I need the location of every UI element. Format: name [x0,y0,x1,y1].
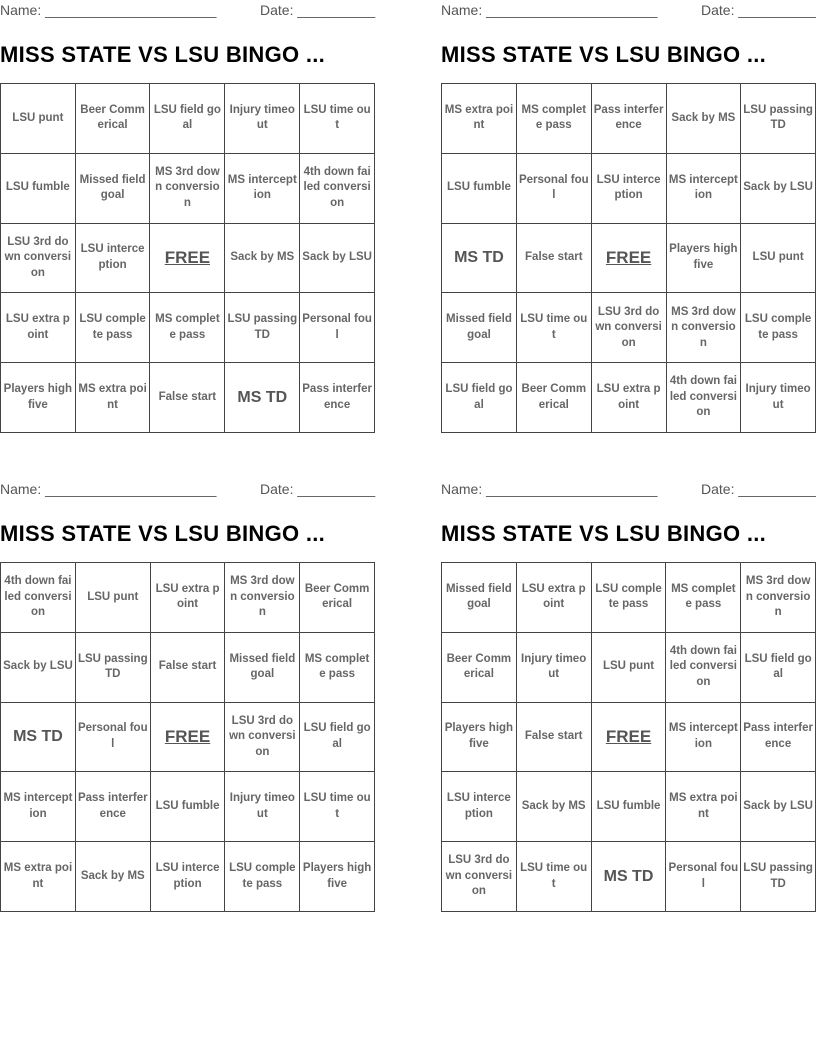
bingo-cell: MS complete pass [666,563,741,633]
name-field: Name: ______________________ [0,2,217,18]
bingo-cell: Players high five [666,223,741,293]
bingo-cell: MS extra point [442,84,517,154]
bingo-grid [441,562,816,912]
bingo-cell: Injury timeout [225,84,300,154]
grid-row [442,153,816,223]
bingo-cell: Missed field goal [75,153,150,223]
bingo-cell: LSU extra point [516,563,591,633]
bingo-cell: LSU time out [300,772,375,842]
bingo-cell: MS interception [666,702,741,772]
bingo-cell: MS extra point [75,363,150,433]
bingo-cell: Sack by MS [75,842,150,912]
grid-row [1,632,375,702]
grid-row [1,293,375,363]
bingo-cell: LSU interception [75,223,150,293]
bingo-cell: LSU 3rd down conversion [225,702,300,772]
bingo-cell: Pass interference [75,772,150,842]
bingo-cell: Personal foul [516,153,591,223]
grid-row [1,842,375,912]
bingo-cell: 4th down failed conversion [666,632,741,702]
bingo-cell: Beer Commerical [516,363,591,433]
name-field: Name: ______________________ [441,481,658,497]
card-title: MISS STATE VS LSU BINGO ... [0,521,326,546]
grid-row [442,842,816,912]
bingo-cell: MS extra point [1,842,76,912]
bingo-cell: Sack by LSU [1,632,76,702]
date-field: Date: __________ [701,481,816,497]
bingo-cell: LSU punt [1,84,76,154]
bingo-cell: MS complete pass [516,84,591,154]
bingo-cell: MS interception [1,772,76,842]
bingo-cell: LSU interception [150,842,225,912]
bingo-cell: Beer Commerical [75,84,150,154]
bingo-cell: Personal foul [300,293,375,363]
bingo-cell: LSU interception [442,772,517,842]
grid-row [1,84,375,154]
grid-row [1,153,375,223]
date-field: Date: __________ [260,481,376,497]
name-field: Name: ______________________ [441,2,658,18]
bingo-cell: LSU punt [741,223,816,293]
bingo-cell: Players high five [300,842,375,912]
bingo-card-4 [441,479,816,919]
bingo-cell: MS TD [442,223,517,293]
bingo-cell: LSU field goal [300,702,375,772]
bingo-cell: LSU passing TD [225,293,300,363]
name-field: Name: ______________________ [0,481,217,497]
grid-row [1,702,375,772]
bingo-cell: LSU field goal [442,363,517,433]
bingo-cell: LSU passing TD [741,842,816,912]
bingo-cell: Sack by MS [516,772,591,842]
bingo-cell: LSU 3rd down conversion [442,842,517,912]
bingo-cell: Pass interference [591,84,666,154]
bingo-cell: LSU complete pass [591,563,666,633]
bingo-cell: LSU extra point [591,363,666,433]
bingo-cell: LSU extra point [150,563,225,633]
bingo-cell: False start [150,632,225,702]
bingo-cell: LSU punt [75,563,150,633]
date-field: Date: __________ [260,2,376,18]
bingo-cell: Pass interference [741,702,816,772]
bingo-cell: Beer Commerical [300,563,375,633]
bingo-cell: MS 3rd down conversion [741,563,816,633]
bingo-cell: Players high five [1,363,76,433]
bingo-cell: False start [516,223,591,293]
bingo-cell: MS TD [591,842,666,912]
grid-row [1,563,375,633]
bingo-cell: MS 3rd down conversion [150,153,225,223]
bingo-cell: 4th down failed conversion [1,563,76,633]
bingo-cell: MS 3rd down conversion [666,293,741,363]
date-field: Date: __________ [701,2,816,18]
bingo-cell: Beer Commerical [442,632,517,702]
bingo-cell: Injury timeout [225,772,300,842]
bingo-cell: 4th down failed conversion [666,363,741,433]
bingo-cell: LSU fumble [442,153,517,223]
bingo-cell: LSU fumble [1,153,76,223]
bingo-cell: LSU passing TD [741,84,816,154]
bingo-cell: MS interception [666,153,741,223]
bingo-cell: LSU fumble [150,772,225,842]
bingo-cell: Missed field goal [442,293,517,363]
bingo-cell: MS TD [225,363,300,433]
grid-row [442,772,816,842]
bingo-cell: False start [150,363,225,433]
bingo-cell: LSU passing TD [75,632,150,702]
grid-row [442,293,816,363]
bingo-cell: LSU complete pass [225,842,300,912]
bingo-cell: LSU interception [591,153,666,223]
bingo-cell: MS 3rd down conversion [225,563,300,633]
free-space: FREE [591,702,666,772]
grid-row [442,84,816,154]
bingo-grid [441,83,816,433]
free-space: FREE [150,702,225,772]
bingo-cell: Sack by MS [666,84,741,154]
bingo-card-3 [0,479,375,919]
card-title: MISS STATE VS LSU BINGO ... [441,42,767,67]
bingo-cell: LSU punt [591,632,666,702]
bingo-cell: Sack by LSU [741,153,816,223]
bingo-cell: Missed field goal [442,563,517,633]
grid-row [1,223,375,293]
bingo-grid [0,83,375,433]
bingo-cell: Sack by MS [225,223,300,293]
card-title: MISS STATE VS LSU BINGO ... [0,42,326,67]
bingo-cell: Sack by LSU [300,223,375,293]
grid-row [442,363,816,433]
bingo-cell: Missed field goal [225,632,300,702]
bingo-cell: LSU time out [516,842,591,912]
bingo-cell: Injury timeout [741,363,816,433]
bingo-cell: Personal foul [75,702,150,772]
grid-row [442,223,816,293]
bingo-cell: Players high five [442,702,517,772]
bingo-cell: MS TD [1,702,76,772]
bingo-cell: MS complete pass [150,293,225,363]
bingo-cell: Sack by LSU [741,772,816,842]
bingo-cell: MS extra point [666,772,741,842]
grid-row [1,772,375,842]
bingo-cell: MS interception [225,153,300,223]
grid-row [442,632,816,702]
bingo-grid [0,562,375,912]
bingo-cell: LSU extra point [1,293,76,363]
bingo-cell: LSU time out [300,84,375,154]
bingo-cell: Injury timeout [516,632,591,702]
bingo-cell: Pass interference [300,363,375,433]
bingo-cell: LSU field goal [741,632,816,702]
bingo-cell: LSU complete pass [741,293,816,363]
grid-row [442,563,816,633]
bingo-cell: 4th down failed conversion [300,153,375,223]
bingo-cell: LSU 3rd down conversion [591,293,666,363]
free-space: FREE [591,223,666,293]
bingo-cell: Personal foul [666,842,741,912]
card-title: MISS STATE VS LSU BINGO ... [441,521,767,546]
bingo-cell: LSU fumble [591,772,666,842]
bingo-cell: LSU time out [516,293,591,363]
bingo-card-2 [441,0,816,440]
bingo-cell: False start [516,702,591,772]
bingo-cell: MS complete pass [300,632,375,702]
bingo-cell: LSU field goal [150,84,225,154]
free-space: FREE [150,223,225,293]
bingo-card-1 [0,0,375,440]
grid-row [442,702,816,772]
grid-row [1,363,375,433]
bingo-cell: LSU 3rd down conversion [1,223,76,293]
bingo-cell: LSU complete pass [75,293,150,363]
